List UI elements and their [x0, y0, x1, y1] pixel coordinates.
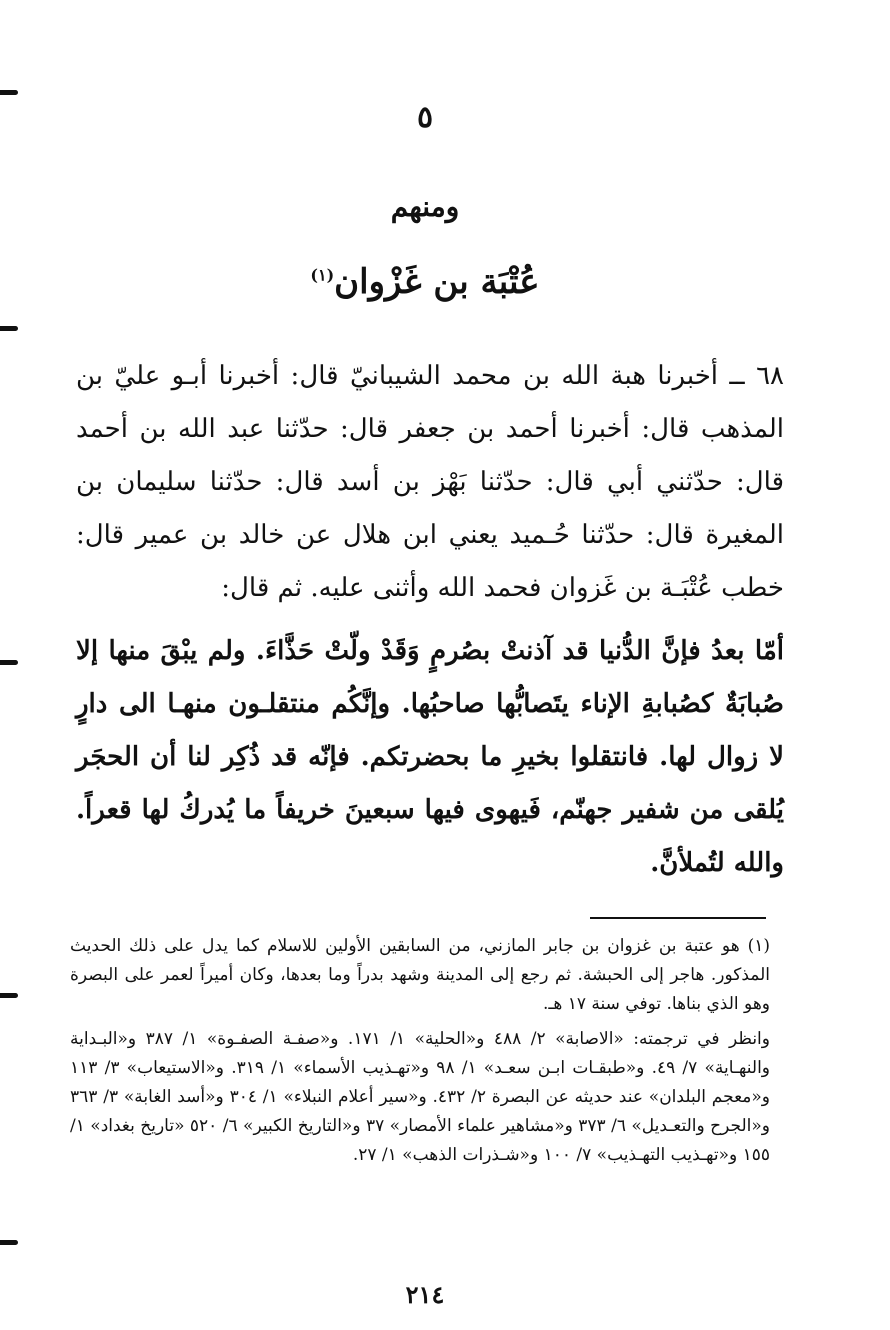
footnotes [70, 932, 770, 1176]
margin-mark [0, 660, 18, 665]
hadith-text [76, 350, 784, 615]
footnote-references: وانظر في ترجمته: «الاصابة» ٢/ ٤٨٨ و«الحلية» ١/ ١٧١. و«صفـة الصفـوة» ١/ ٣٨٧ و«البـداية والنهـاية» ٧/ ٤٩. و«طبقـات ابـن سعـد» ١/ ٩٨ و«تهـذيب الأسماء» ١/ ٣١٩. و«الاستيعاب» ٣/ ١١٣ و«معجم البلدان» عند حديثه عن البصرة ٢/ ٤٣٢. و«سير أعلام النبلاء» ١/ ٣٠٤ و«أسد الغابة» ٣/ ٣٦٣ و«الجرح والتعـديل» ٦/ ٣٧٣ و«مشاهير علماء الأمصار» ٣٧ و«التاريخ الكبير» ٦/ ٥٢٠ «تاريخ بغداد» ١/ ١٥٥ و«تهـذيب التهـذيب» ٧/ ١٠٠ و«شـذرات الذهب» ١/ ٢٧. [70, 1029, 771, 1165]
section-subtitle: ومنهم [390, 190, 460, 223]
speech-paragraph: أمّا بعدُ فإنَّ الدُّنيا قد آذنتْ بصُرمٍ وَقَدْ ولّتْ حَذَّاءَ. ولم يبْقَ منها إلا صُبابَةٌ كصُبابةِ الإناء يتَصابُّها صاحبُها. وإنَّكُم منتقلـون منهـا الى دارٍ لا زوال لها. فانتقلوا بخيرِ ما بحضرتكم. فإنّه قد ذُكِر لنا أن الحجَر يُلقى من شفير جهنّم، فَيهوى فيها سبعينَ خريفاً ما يُدركُ لها قعراً. والله لتُملأنَّ. [76, 636, 785, 878]
margin-mark [0, 326, 18, 331]
chapter-title-text: عُتْبَة بن غَزْوان [334, 262, 540, 302]
footnote-biography: (١) هو عتبة بن غزوان بن جابر المازني، من السابقين الأولين للاسلام كما يدل على ذلك الحديث المذكور. هاجر إلى الحبشة. ثم رجع إلى المدينة وشهد بدراً وما بعدها، وكان أميراً لعمر على البصرة وهو الذي بناها. توفي سنة ١٧ هـ. [70, 936, 770, 1014]
margin-mark [0, 90, 18, 95]
section-number: ٥ [416, 100, 434, 135]
chapter-title [0, 262, 850, 302]
hadith-paragraph: ٦٨ ــ أخبرنا هبة الله بن محمد الشيبانيّ قال: أخبرنا أبـو عليّ بن المذهب قال: أخبرنا أحمد بن جعفر قال: حدّثنا عبد الله بن أحمد قال: حدّثني أبي قال: حدّثنا بَهْز بن أسد قال: حدّثنا سليمان بن المغيرة قال: حدّثنا حُـميد يعني ابن هلال عن خالد بن عمير قال: خطب عُتْبَـة بن غَزوان فحمد الله وأثنى عليه. ثم قال: [76, 361, 784, 603]
speech-text [76, 625, 784, 890]
page-number: ٢١٤ [405, 1280, 445, 1309]
margin-mark [0, 1240, 18, 1245]
margin-mark [0, 993, 18, 998]
footnote-reference: (١) [310, 265, 335, 285]
footnote-divider [590, 917, 766, 919]
